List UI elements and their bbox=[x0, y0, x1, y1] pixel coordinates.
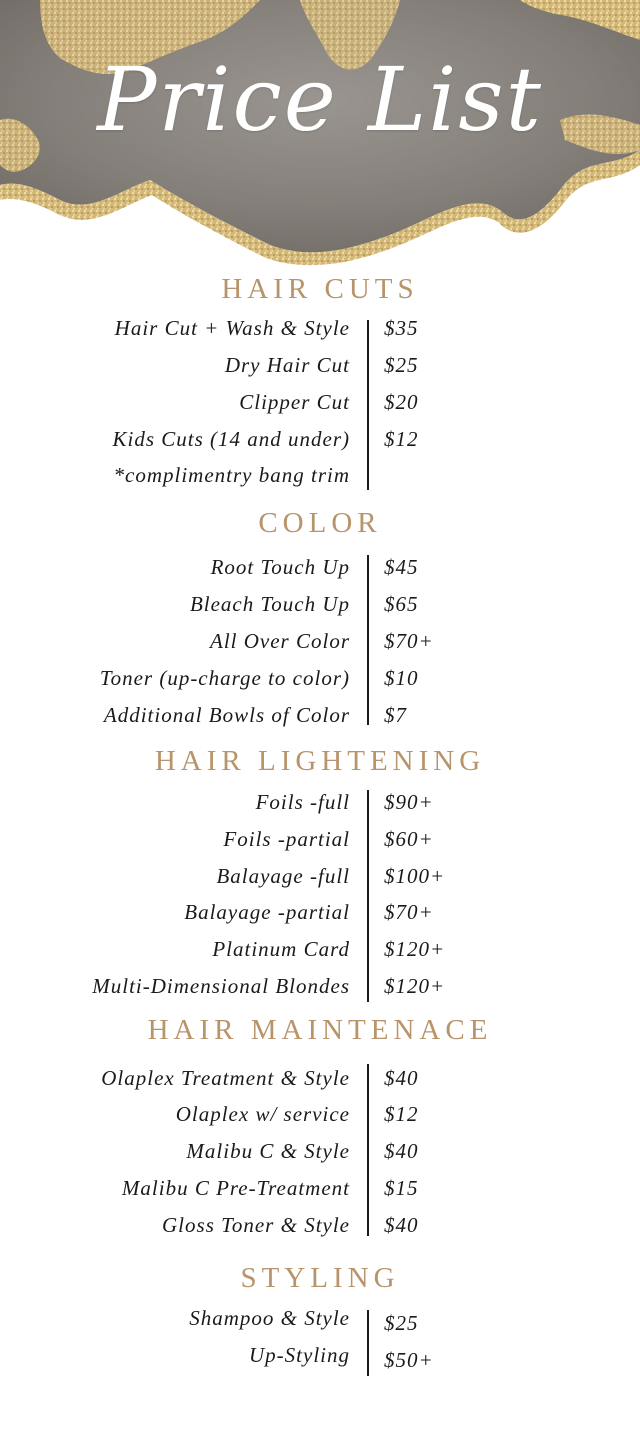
service-name: Malibu C Pre-Treatment bbox=[121, 1176, 350, 1200]
service-price: $90+ bbox=[384, 790, 434, 814]
price-row bbox=[0, 555, 640, 589]
page-title: Price List bbox=[97, 48, 543, 151]
section-title-styling: STYLING bbox=[240, 1262, 400, 1294]
service-price: $120+ bbox=[384, 974, 446, 998]
service-note: *complimentry bang trim bbox=[113, 463, 350, 487]
price-row bbox=[0, 1102, 640, 1136]
service-name: Dry Hair Cut bbox=[224, 353, 350, 377]
price-row bbox=[0, 1066, 640, 1100]
service-name: Toner (up-charge to color) bbox=[99, 666, 350, 690]
price-row bbox=[0, 463, 640, 497]
service-name: Kids Cuts (14 and under) bbox=[112, 427, 350, 451]
price-row bbox=[0, 1343, 640, 1377]
service-price: $100+ bbox=[384, 864, 446, 888]
service-price: $50+ bbox=[384, 1348, 434, 1372]
service-price: $12 bbox=[384, 427, 419, 451]
price-row bbox=[0, 937, 640, 971]
service-price: $60+ bbox=[384, 827, 434, 851]
price-row bbox=[0, 353, 640, 387]
service-name: Platinum Card bbox=[212, 937, 350, 961]
service-price: $25 bbox=[384, 1311, 419, 1335]
price-row bbox=[0, 974, 640, 1008]
service-name: Malibu C & Style bbox=[186, 1139, 350, 1163]
price-row bbox=[0, 1176, 640, 1210]
service-price: $40 bbox=[384, 1066, 419, 1090]
service-name: Bleach Touch Up bbox=[189, 592, 350, 616]
service-price: $10 bbox=[384, 666, 419, 690]
section-title-hair-lightening: HAIR LIGHTENING bbox=[154, 745, 486, 777]
service-price: $65 bbox=[384, 592, 419, 616]
service-price: $25 bbox=[384, 353, 419, 377]
service-price: $7 bbox=[384, 703, 407, 727]
service-price: $120+ bbox=[384, 937, 446, 961]
service-price: $70+ bbox=[384, 629, 434, 653]
service-price: $40 bbox=[384, 1213, 419, 1237]
price-row bbox=[0, 390, 640, 424]
service-price: $45 bbox=[384, 555, 419, 579]
price-row bbox=[0, 316, 640, 350]
service-price: $35 bbox=[384, 316, 419, 340]
price-row bbox=[0, 427, 640, 461]
section-title-color: COLOR bbox=[258, 507, 382, 539]
price-row bbox=[0, 703, 640, 737]
service-name: Multi-Dimensional Blondes bbox=[92, 974, 350, 998]
service-price: $12 bbox=[384, 1102, 419, 1126]
service-name: Balayage -partial bbox=[184, 900, 350, 924]
service-price: $20 bbox=[384, 390, 419, 414]
service-name: Olaplex Treatment & Style bbox=[101, 1066, 350, 1090]
section-title-hair-maintenance: HAIR MAINTENACE bbox=[147, 1014, 493, 1046]
service-name: Olaplex w/ service bbox=[175, 1102, 350, 1126]
price-row bbox=[0, 827, 640, 861]
service-name: Gloss Toner & Style bbox=[162, 1213, 350, 1237]
price-row bbox=[0, 1306, 640, 1340]
service-name: Foils -full bbox=[255, 790, 350, 814]
service-price: $70+ bbox=[384, 900, 434, 924]
price-row bbox=[0, 864, 640, 898]
price-row bbox=[0, 592, 640, 626]
service-name: Up-Styling bbox=[249, 1343, 350, 1367]
service-name: All Over Color bbox=[210, 629, 350, 653]
service-price: $15 bbox=[384, 1176, 419, 1200]
price-row bbox=[0, 1213, 640, 1247]
price-row bbox=[0, 790, 640, 824]
price-row bbox=[0, 900, 640, 934]
section-title-hair-cuts: HAIR CUTS bbox=[221, 273, 419, 305]
service-name: Hair Cut + Wash & Style bbox=[114, 316, 350, 340]
price-row bbox=[0, 1139, 640, 1173]
service-name: Additional Bowls of Color bbox=[103, 703, 350, 727]
service-name: Foils -partial bbox=[223, 827, 350, 851]
service-price: $40 bbox=[384, 1139, 419, 1163]
service-name: Root Touch Up bbox=[210, 555, 350, 579]
service-name: Shampoo & Style bbox=[189, 1306, 350, 1330]
service-name: Clipper Cut bbox=[239, 390, 350, 414]
price-row bbox=[0, 629, 640, 663]
service-name: Balayage -full bbox=[216, 864, 350, 888]
header-banner bbox=[0, 0, 640, 270]
price-row bbox=[0, 666, 640, 700]
